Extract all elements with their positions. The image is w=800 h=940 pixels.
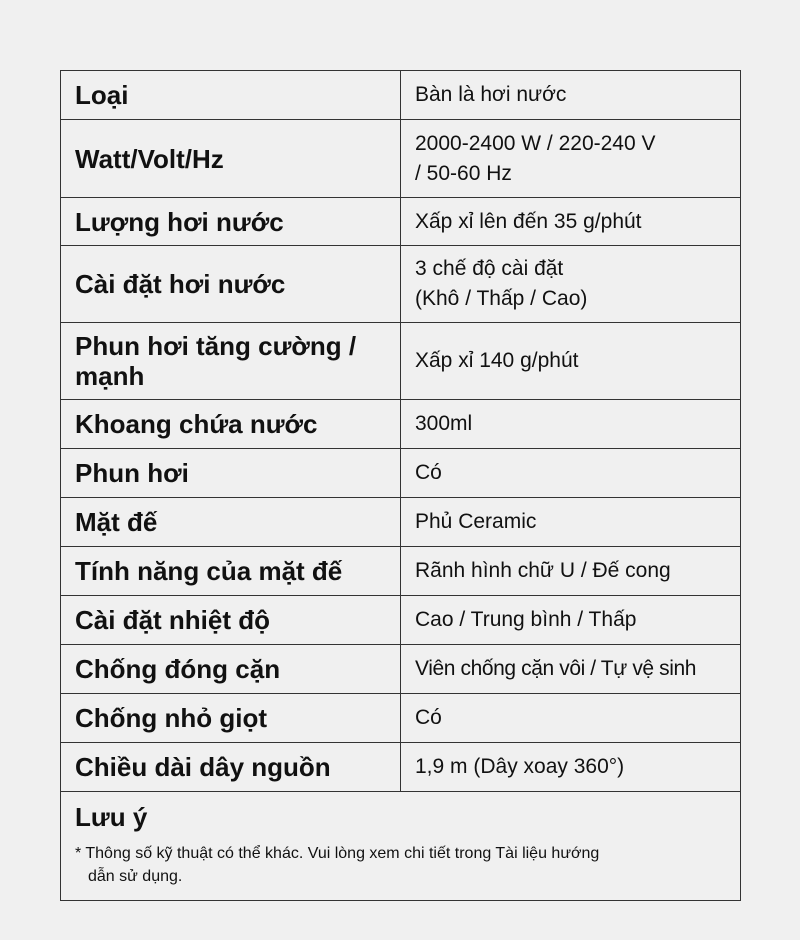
spec-label: Chống nhỏ giọt <box>61 694 401 743</box>
spec-value: 300ml <box>401 400 741 449</box>
spec-label: Watt/Volt/Hz <box>61 120 401 198</box>
spec-label: Cài đặt nhiệt độ <box>61 596 401 645</box>
spec-row-steam-settings <box>61 246 741 323</box>
spec-value: Cao / Trung bình / Thấp <box>401 596 741 645</box>
note-row <box>61 792 741 901</box>
spec-value: Viên chống cặn vôi / Tự vệ sinh <box>401 645 741 694</box>
spec-row-soleplate-features <box>61 547 741 596</box>
spec-label: Cài đặt hơi nước <box>61 246 401 323</box>
spec-row-type <box>61 71 741 120</box>
spec-row-water-tank <box>61 400 741 449</box>
spec-row-spray <box>61 449 741 498</box>
spec-label: Khoang chứa nước <box>61 400 401 449</box>
spec-value: Rãnh hình chữ U / Đế cong <box>401 547 741 596</box>
note-line-1: * Thông số kỹ thuật có thể khác. Vui lòng xem chi tiết trong Tài liệu hướng <box>75 845 600 862</box>
spec-row-anti-drip <box>61 694 741 743</box>
spec-label: Loại <box>61 71 401 120</box>
spec-value: 2000-2400 W / 220-240 V / 50-60 Hz <box>401 120 741 198</box>
spec-row-soleplate <box>61 498 741 547</box>
spec-row-temperature <box>61 596 741 645</box>
spec-value: Bàn là hơi nước <box>401 71 741 120</box>
spec-value: 1,9 m (Dây xoay 360°) <box>401 743 741 792</box>
spec-label: Mặt đế <box>61 498 401 547</box>
note-cell <box>61 792 741 901</box>
spec-value: Xấp xỉ 140 g/phút <box>401 323 741 400</box>
spec-label: Lượng hơi nước <box>61 198 401 246</box>
note-text <box>75 842 685 888</box>
spec-row-anti-calc <box>61 645 741 694</box>
spec-label: Phun hơi tăng cường / mạnh <box>61 323 401 400</box>
spec-label: Tính năng của mặt đế <box>61 547 401 596</box>
spec-label: Phun hơi <box>61 449 401 498</box>
note-line-2: dẫn sử dụng. <box>88 868 183 885</box>
spec-row-power <box>61 120 741 198</box>
spec-value: Có <box>401 449 741 498</box>
spec-value: 3 chế độ cài đặt (Khô / Thấp / Cao) <box>401 246 741 323</box>
spec-row-steam-boost <box>61 323 741 400</box>
spec-row-steam-output <box>61 198 741 246</box>
spec-label: Chống đóng cặn <box>61 645 401 694</box>
spec-value: Phủ Ceramic <box>401 498 741 547</box>
spec-value: Có <box>401 694 741 743</box>
spec-value: Xấp xỉ lên đến 35 g/phút <box>401 198 741 246</box>
spec-table <box>60 70 741 901</box>
spec-label: Chiều dài dây nguồn <box>61 743 401 792</box>
note-title: Lưu ý <box>75 802 148 832</box>
spec-row-cord-length <box>61 743 741 792</box>
